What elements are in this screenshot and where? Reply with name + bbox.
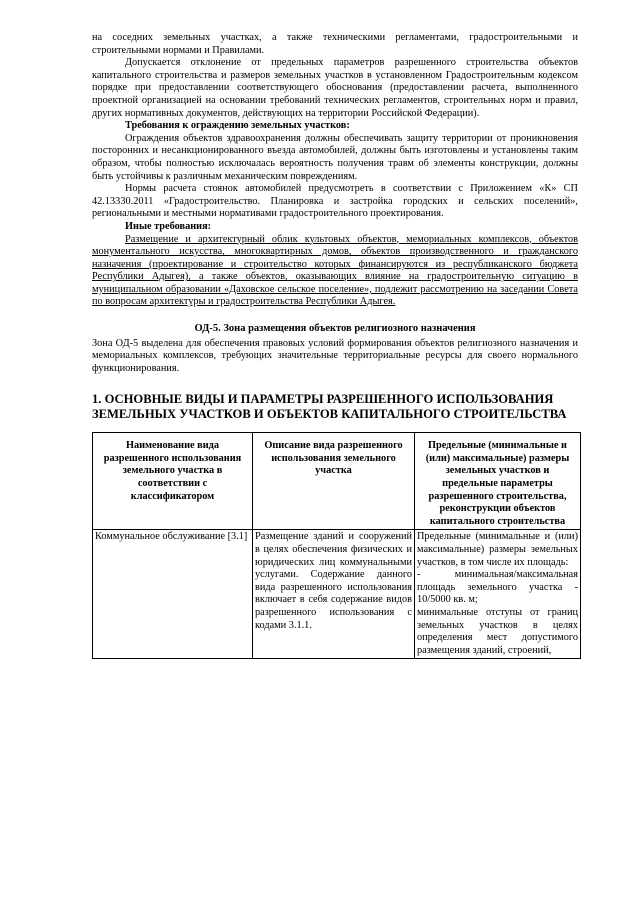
permitted-use-table <box>92 432 581 659</box>
other-requirements-heading: Иные требования: <box>125 220 212 232</box>
cell-limit-parameters <box>415 530 581 659</box>
fence-requirements-heading: Требования к ограждению земельных участков: <box>125 120 350 132</box>
header-use-description: Описание вида разрешенного использования земельного участка <box>253 433 415 530</box>
header-use-name: Наименование вида разрешенного использования земельного участка в соответствии с классификатором <box>93 433 253 530</box>
cell-use-name: Коммунальное обслуживание [3.1] <box>93 530 253 659</box>
header-limit-parameters: Предельные (минимальные и (или) максимальные) размеры земельных участков и предельные параметры разрешенного строительства, реконструкции объектов капитального строительства <box>415 433 581 530</box>
paragraph-fences: Ограждения объектов здравоохранения должны обеспечивать защиту территории от проникновения посторонних и несанкционированного въезда автомобилей, должны быть изготовлены и установлены таким образом, чтобы полностью исключалась вероятность получения травм об элементы конструкции, должны быть устойчивы к различным механическим повреждениям. <box>92 132 578 182</box>
table-header-row <box>93 433 581 530</box>
paragraph-parking: Нормы расчета стоянок автомобилей предусмотреть в соответствии с Приложением «К» СП 42.13330.2011 «Градостроительство. Планировка и застройка городских и сельских поселений», региональными и местными нормативами градостроительного проектирования. <box>92 183 578 220</box>
params-line-2: - минимальная/максимальная площадь земельного участка - 10/5000 кв. м; <box>417 569 578 606</box>
paragraph-architecture: Размещение и архитектурный облик культовых объектов, мемориальных комплексов, объектов монументального искусства, многоквартирных домов, объектов производственного и гражданского назначения (проектирование и строительство которых финансируются из республиканского бюджета Республики Адыгея), а также объектов, оказывающих влияние на градостроительную ситуацию в муниципальном образовании «Даховское сельское поселение», подлежит рассмотрению на заседании Совета по вопросам архитектуры и градостроительства Республики Адыгея. <box>92 233 578 308</box>
paragraph-deviation: Допускается отклонение от предельных параметров разрешенного строительства объектов капитального строительства и размеров земельных участков в установленном Градостроительным кодексом порядке при предоставлении соответствующего обоснования (предоставлении расчета, выполненного проектной организацией на основании требований технических регламентов, строительных норм и правил, других нормативных документов, действующих на территории Российской Федерации). <box>92 57 578 119</box>
section-heading: 1. ОСНОВНЫЕ ВИДЫ И ПАРАМЕТРЫ РАЗРЕШЕННОГО ИСПОЛЬЗОВАНИЯ ЗЕМЕЛЬНЫХ УЧАСТКОВ И ОБЪЕКТОВ КАПИТАЛЬНОГО СТРОИТЕЛЬСТВА <box>92 392 567 421</box>
params-line-3: минимальные отступы от границ земельных участков в целях определения мест допустимого размещения зданий, строений, <box>417 606 578 656</box>
zone-description: Зона ОД-5 выделена для обеспечения правовых условий формирования объектов религиозного назначения и мемориальных комплексов, требующих значительные территориальные ресурсы для своего нормального функционирования. <box>92 337 578 374</box>
document-page <box>92 32 578 659</box>
zone-title: ОД-5. Зона размещения объектов религиозного назначения <box>194 323 476 335</box>
params-line-1: Предельные (минимальные и (или) максимальные) размеры земельных участков, в том числе их площадь: <box>417 531 578 568</box>
cell-use-description: Размещение зданий и сооружений в целях обеспечения физических и юридических лиц коммунальными услугами. Содержание данного вида разрешенного использования включает в себя содержание видов разрешенного использования с кодами 3.1.1. <box>253 530 415 659</box>
paragraph-continuation: на соседних земельных участках, а также техническими регламентами, градостроительными и строительными нормами и Правилами. <box>92 32 578 56</box>
table-row <box>93 530 581 659</box>
